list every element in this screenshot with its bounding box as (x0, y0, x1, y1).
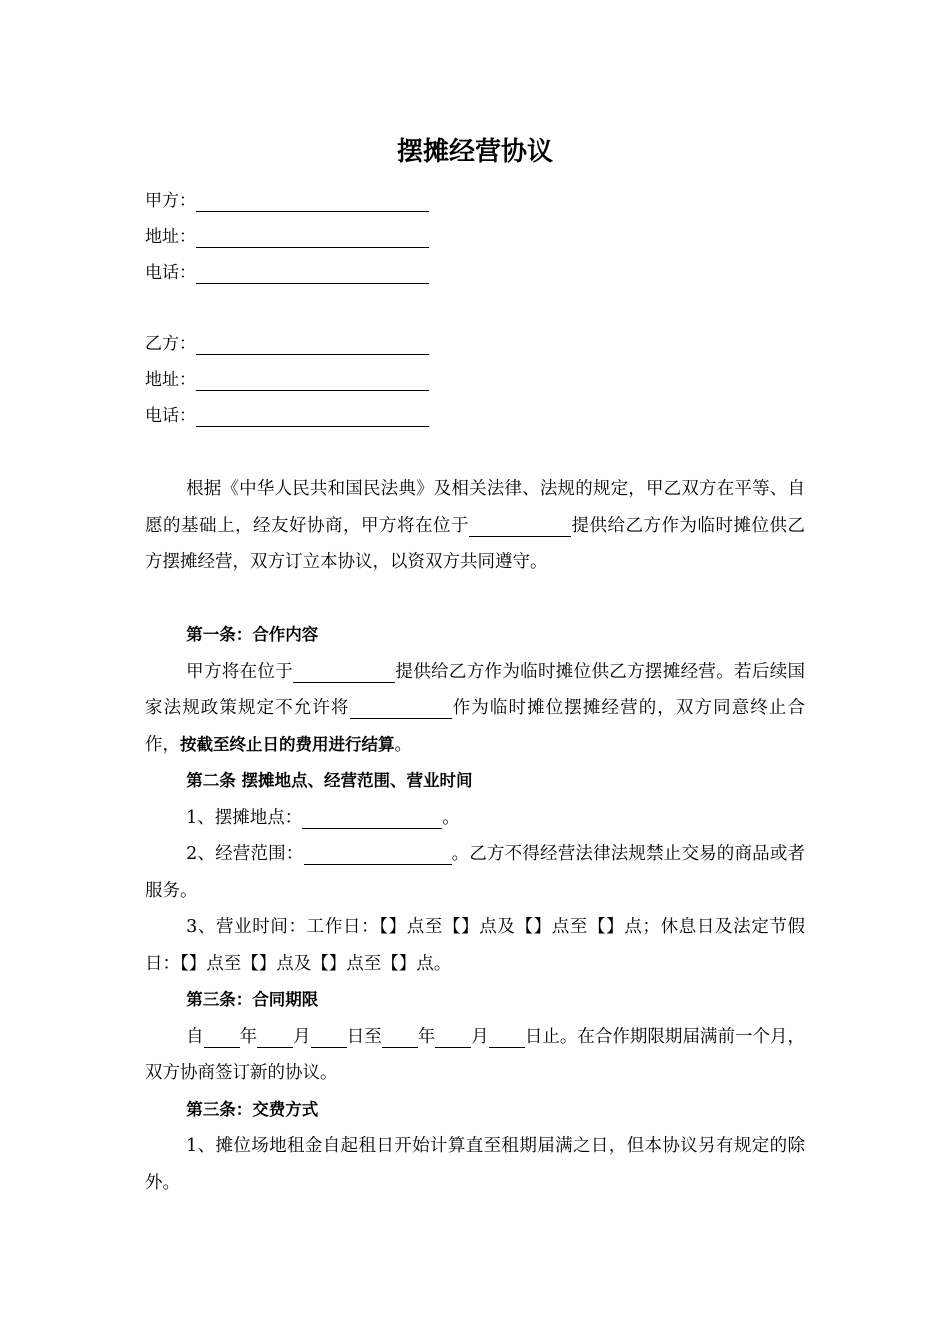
document-title: 摆摊经营协议 (396, 137, 553, 167)
day-to-text: 日至 (346, 1026, 382, 1047)
party-b-phone-blank[interactable] (196, 404, 429, 427)
start-day-blank[interactable] (311, 1025, 347, 1048)
start-month-blank[interactable] (257, 1025, 293, 1048)
article-4-heading: 第三条：交费方式 (186, 1099, 319, 1119)
article-2-item-3: 3、营业时间：工作日：【】点至【】点及【】点至【】点；休息日及法定节假日：【】点至【】点及【】点至【】点。 (145, 917, 805, 974)
term-end-text: 日止。在合作期限期届满前一个月，双方协商签订新的协议。 (145, 1026, 806, 1083)
article-3-heading: 第三条：合同期限 (186, 990, 319, 1009)
party-a-address-blank[interactable] (196, 225, 429, 248)
month-text: 月 (293, 1026, 311, 1047)
article-1-text-1: 甲方将在位于 (186, 661, 294, 682)
term-from-text: 自 (186, 1026, 204, 1047)
party-a-name-label: 甲方： (145, 191, 196, 211)
end-year-blank[interactable] (382, 1025, 418, 1048)
article-1-text-3: 作为临时摊位摆摊经营的，双方同意终止合作， (145, 698, 806, 755)
article-1-text-2: 提供给乙方作为临时摊位供乙方摆摊经营。若后续国家法规政策规定不允许将 (145, 661, 806, 718)
article-1-location-blank[interactable] (293, 660, 395, 683)
preamble (145, 471, 805, 581)
party-b-address-label: 地址： (145, 370, 196, 390)
business-scope-label: 2、经营范围： (186, 844, 304, 864)
article-1-heading: 第一条：合作内容 (186, 625, 319, 644)
party-a-block (145, 183, 429, 291)
party-a-phone-label: 电话： (145, 263, 196, 283)
article-1-paragraph (145, 654, 805, 764)
party-b-address-blank[interactable] (196, 368, 429, 391)
business-scope-blank[interactable] (304, 842, 452, 865)
article-3-paragraph (145, 1019, 805, 1092)
year-text: 年 (239, 1026, 258, 1047)
stall-location-end: 。 (442, 807, 460, 828)
party-a-phone-row (145, 255, 429, 291)
stall-location-blank[interactable] (302, 806, 442, 829)
party-a-address-label: 地址： (145, 227, 196, 247)
article-2-item-2 (145, 836, 805, 909)
end-month-blank[interactable] (435, 1025, 471, 1048)
location-blank[interactable] (469, 514, 571, 537)
party-a-name-blank[interactable] (196, 189, 429, 212)
article-2-item-1 (145, 800, 805, 837)
party-b-name-blank[interactable] (196, 332, 429, 355)
preamble-paragraph (145, 471, 805, 581)
article-1-text-4: 。 (394, 734, 412, 755)
end-day-blank[interactable] (489, 1025, 525, 1048)
article-1-location-blank-2[interactable] (350, 696, 452, 719)
party-b-block (145, 326, 429, 434)
article-2-heading: 第二条 摆摊地点、经营范围、营业时间 (186, 771, 473, 790)
articles (145, 617, 805, 1201)
month-text-2: 月 (471, 1026, 489, 1047)
article-1-bold-text: 按截至终止日的费用进行结算 (180, 734, 395, 754)
party-b-name-label: 乙方： (145, 334, 196, 354)
article-4-item-1: 1、摊位场地租金自起租日开始计算直至租期届满之日，但本协议另有规定的除外。 (145, 1136, 805, 1193)
party-b-phone-row (145, 398, 429, 434)
start-year-blank[interactable] (204, 1025, 240, 1048)
preamble-text-1: 根据《中华人民共和国民法典》及相关法律、法规的规定，甲乙双方在平等、自愿的基础上，经友好协商，甲方将在位于 (145, 479, 805, 536)
party-b-name-row (145, 326, 429, 362)
stall-location-label: 1、摆摊地点： (186, 807, 303, 828)
party-a-name-row (145, 183, 429, 219)
party-b-address-row (145, 362, 429, 398)
party-a-address-row (145, 219, 429, 255)
business-scope-text: 。乙方不得经营法律法规禁止交易的商品或者服务。 (145, 844, 806, 901)
party-b-phone-label: 电话： (145, 406, 196, 426)
year-text-2: 年 (417, 1026, 436, 1047)
party-a-phone-blank[interactable] (196, 261, 429, 284)
preamble-text-2: 提供给乙方作为临时摊位供乙方摆摊经营，双方订立本协议，以资双方共同遵守。 (145, 515, 805, 572)
